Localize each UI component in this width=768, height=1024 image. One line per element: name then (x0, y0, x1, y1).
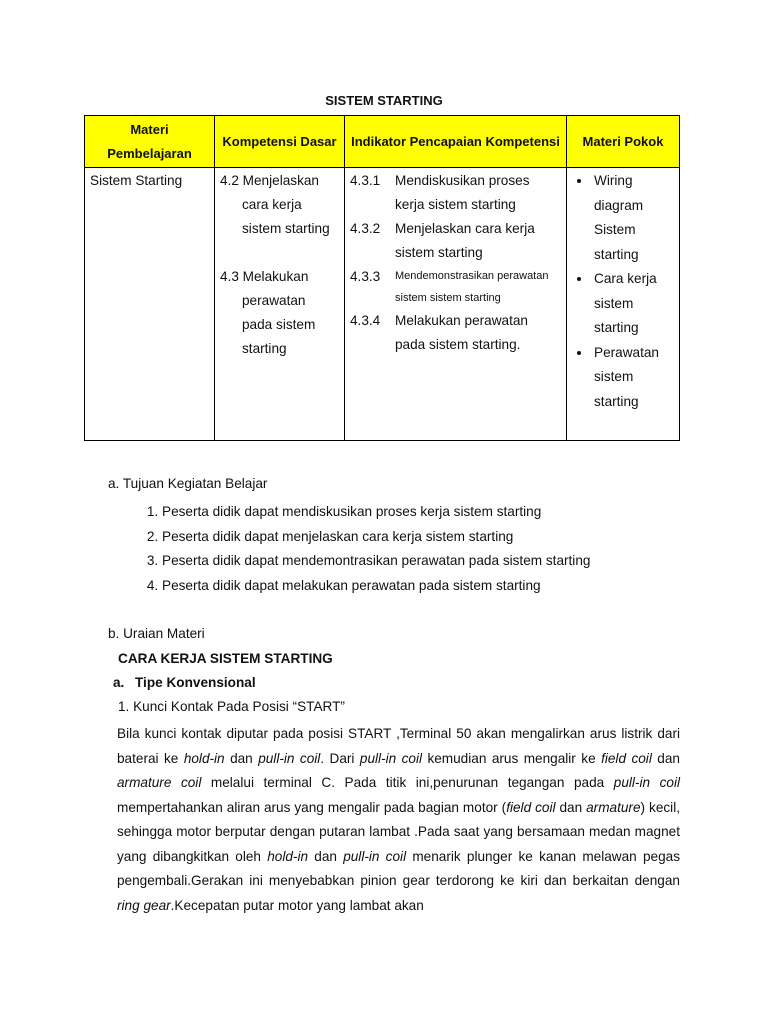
table-row (85, 168, 680, 441)
materi-text: Sistem Starting (90, 173, 183, 188)
indikator-item (350, 169, 561, 217)
indikator-text: Melakukan perawatan pada sistem starting. (395, 313, 528, 352)
indikator-text: Mendiskusikan proses kerja sistem starting (395, 173, 530, 212)
cell-kompetensi (215, 168, 345, 441)
paragraph-run: .Kecepatan putar motor yang lambat akan (170, 897, 424, 913)
table-header-row (85, 116, 680, 168)
italic-term: armature coil (117, 775, 202, 790)
indikator-text: Menjelaskan cara kerja sistem starting (395, 221, 535, 260)
paragraph-run: ) kecil, sehingga motor berputar dengan putaran lambat .Pada saat yang bersamaan medan magnet yang dibangkitkan oleh (117, 799, 680, 864)
tujuan-list (144, 500, 590, 598)
italic-term: pull-in coil (258, 750, 321, 766)
header-materi: Materi Pembelajaran (85, 116, 215, 168)
list-item: • Perawatan sistem starting (592, 341, 674, 415)
list-item: 3. Peserta didik dapat mendemontrasikan perawatan pada sistem starting (162, 549, 590, 574)
cell-materi (85, 168, 215, 441)
list-item: • Cara kerja sistem starting (592, 267, 674, 341)
page-title: SISTEM STARTING (325, 93, 443, 108)
lesson-table (84, 115, 680, 441)
paragraph-run: melalui terminal C. Pada titik ini,penurunan tegangan pada (201, 775, 614, 790)
list-item: 4. Peserta didik dapat melakukan perawatan pada sistem starting (162, 574, 590, 599)
paragraph-run: mempertahankan aliran arus yang mengalir pada bagian motor ( (117, 799, 507, 815)
paragraph-run: menarik plunger ke kanan melawan pegas pengembali.Gerakan ini menyebabkan pinion gear terdorong ke kiri dan berkaitan dengan (117, 848, 681, 888)
list-item: 1. Peserta didik dapat mendiskusikan proses kerja sistem starting (162, 500, 590, 525)
list-item: 2. Peserta didik dapat menjelaskan cara kerja sistem starting (162, 525, 590, 550)
paragraph-run: . Dari (320, 750, 360, 766)
italic-term: pull-in coil (343, 848, 407, 864)
italic-term: hold-in (267, 848, 309, 864)
italic-term: pull-in coil (613, 775, 680, 790)
paragraph-run: dan (555, 799, 587, 815)
italic-term: ring gear (117, 897, 171, 913)
body-paragraph (117, 722, 680, 918)
indikator-number: 4.3.2 (350, 221, 381, 236)
indikator-item (350, 309, 561, 357)
italic-term: hold-in (183, 750, 225, 766)
paragraph-run: dan (224, 750, 259, 766)
subsection-title: Tipe Konvensional (135, 675, 256, 690)
section-b-label: b. Uraian Materi (108, 626, 205, 641)
indikator-item (350, 217, 561, 265)
italic-term: pull-in coil (359, 750, 422, 766)
indikator-item (350, 265, 561, 309)
header-indikator: Indikator Pencapaian Kompetensi (345, 116, 567, 168)
subsection-heading (113, 675, 256, 690)
subsection-label: a. (113, 675, 125, 690)
paragraph-run: dan (308, 848, 344, 864)
paragraph-run: kemudian arus mengalir ke (422, 750, 602, 766)
paragraph-run: dan (651, 750, 680, 766)
kompetensi-item: 4.2 Menjelaskan cara kerja sistem starting (220, 173, 330, 236)
indikator-text: Mendemonstrasikan perawatan sistem sistem starting (395, 270, 549, 304)
pokok-list (572, 169, 674, 414)
cell-indikator (345, 168, 567, 441)
indikator-number: 4.3.3 (350, 269, 381, 284)
italic-term: field coil (506, 799, 556, 815)
header-kompetensi: Kompetensi Dasar (215, 116, 345, 168)
kompetensi-item: 4.3 Melakukan perawatan pada sistem starting (220, 269, 316, 356)
header-pokok: Materi Pokok (567, 116, 680, 168)
section-heading: CARA KERJA SISTEM STARTING (118, 651, 333, 666)
italic-term: field coil (601, 750, 652, 766)
section-a-label: a. Tujuan Kegiatan Belajar (108, 476, 268, 491)
italic-term: armature (586, 799, 641, 815)
indikator-number: 4.3.4 (350, 313, 381, 328)
kunci-kontak-heading: 1. Kunci Kontak Pada Posisi “START” (118, 699, 345, 714)
cell-pokok (567, 168, 680, 441)
list-item: • Wiring diagram Sistem starting (592, 169, 674, 267)
paragraph-run: Bila kunci kontak diputar pada posisi START ,Terminal 50 akan mengalirkan arus listrik dari baterai ke (117, 726, 680, 766)
indikator-number: 4.3.1 (350, 173, 381, 188)
